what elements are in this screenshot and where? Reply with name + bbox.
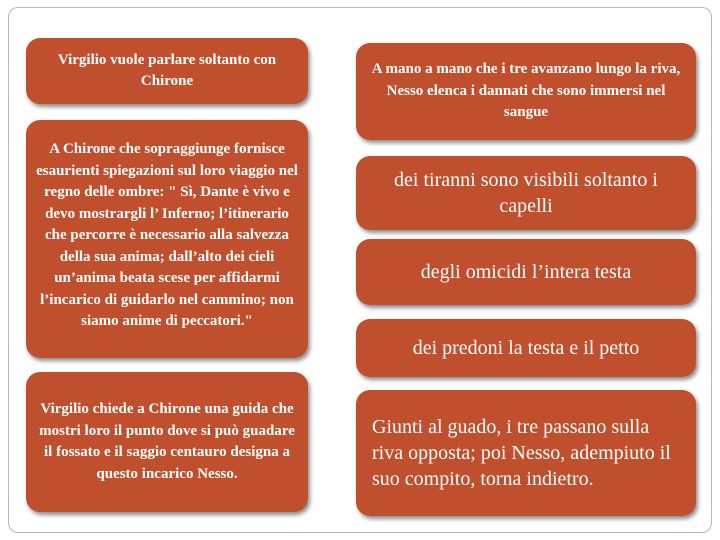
box-tiranni-text: dei tiranni sono visibili soltanto i capelli — [394, 169, 658, 217]
box-omicidi-text: degli omicidi l’intera testa — [420, 261, 632, 283]
box-omicidi — [356, 239, 696, 305]
box-predoni-text: dei predoni la testa e il petto — [412, 337, 640, 359]
box-guida-nesso-text: Virgilio chiede a Chirone una guida che mostri loro il punto dove si può guadare il fossato e il saggio centauro designa a questo incarico Nesso. — [39, 401, 295, 482]
box-spiegazioni — [26, 120, 308, 358]
box-guado-text: Giunti al guado, i tre passano sulla riva opposta; poi Nesso, adempiuto il suo compito, torna indietro. — [372, 416, 671, 490]
box-dannati — [356, 43, 696, 140]
box-dannati-text: A mano a mano che i tre avanzano lungo la riva, Nesso elenca i dannati che sono immersi nel sangue — [371, 61, 681, 121]
box-virgilio-chirone — [26, 38, 308, 104]
box-spiegazioni-text: A Chirone che sopraggiunge fornisce esaurienti spiegazioni sul loro viaggio nel regno delle ombre: " Sì, Dante è vivo e devo mostrargli l’ Inferno; l’itinerario che percorre è necessario alla salvezza della sua anima; dall’alto dei cieli un’anima beata scese per affidarmi l’incarico di guidarlo nel cammino; non siamo anime di peccatori." — [36, 141, 298, 330]
box-virgilio-chirone-text: Virgilio vuole parlare soltanto con Chirone — [57, 51, 277, 89]
box-guida-nesso — [26, 372, 308, 512]
box-predoni — [356, 319, 696, 377]
box-tiranni — [356, 156, 696, 230]
box-guado — [356, 390, 696, 516]
